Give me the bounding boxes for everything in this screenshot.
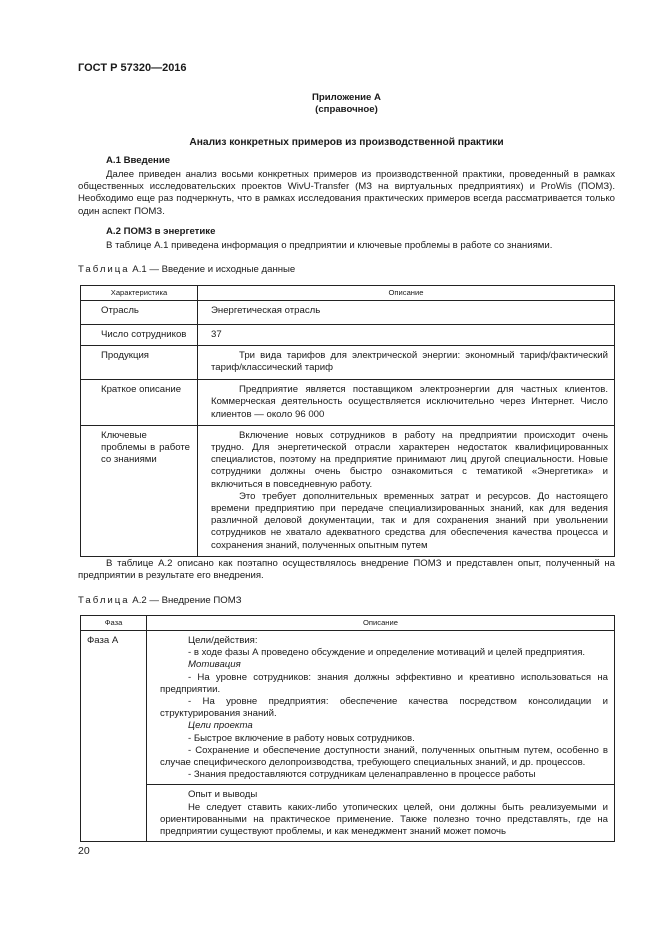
cell-line: Мотивация: [188, 659, 241, 671]
table1-caption-prefix: Таблица: [78, 264, 130, 275]
cell-line: - Знания предоставляются сотрудникам целенаправленно в процессе работы: [188, 769, 536, 781]
main-title: Анализ конкретных примеров из производственной практики: [189, 137, 504, 148]
cell-line: - в ходе фазы А проведено обсуждение и определение мотиваций и целей предприятия.: [188, 647, 586, 659]
section-a2-text: В таблице А.1 приведена информация о предприятии и ключевые проблемы в работе со знаниями.: [106, 240, 553, 251]
table-cell: [147, 785, 615, 842]
table-row: [81, 346, 615, 380]
table-1: [80, 285, 615, 557]
table-cell: Ключевые проблемы в работе со знаниями: [81, 425, 198, 556]
cell-line: Цели проекта: [188, 720, 253, 732]
table-cell: Отрасль: [81, 301, 198, 325]
appendix-subtitle: (справочное): [315, 104, 378, 115]
cell-line: - На уровне сотрудников: знания должны эффективно и креативно использоваться на предприятии.: [160, 671, 608, 695]
section-a1-text: Далее приведен анализ восьми конкретных примеров из производственной практики, проведенный в рамках общественных исследовательских проектов WivU-Transfer (МЗ на виртуальных предприятиях) и ProWis (ПОМЗ). Необходимо еще раз подчеркнуть, что в рамках исследования практических примеров всегда рассматривается только один аспект ПОМЗ.: [78, 169, 615, 217]
table-cell: Три вида тарифов для электрической энергии: экономный тариф/фактический тариф/классический тариф: [198, 346, 615, 380]
table-header-cell: Фаза: [81, 616, 147, 631]
table-2: [80, 615, 615, 842]
standard-number: ГОСТ Р 57320—2016: [78, 62, 187, 74]
table-row: [81, 325, 615, 346]
cell-line: - Быстрое включение в работу новых сотрудников.: [188, 732, 415, 744]
table2-caption-prefix: Таблица: [78, 595, 130, 606]
cell-line: Цели/действия:: [188, 635, 258, 646]
table-cell-paragraph: Включение новых сотрудников в работу на предприятии происходит очень трудно. Для энергетической отрасли характерен недостаток квалифицированных специалистов, поэтому на предприятие принимают лиц другой специальности. Новые сотрудники должны очень быстро ознакомиться с тематикой «Энергетика» и включиться в повседневную работу.: [211, 429, 608, 490]
table-header-cell: Характеристика: [81, 286, 198, 301]
table-header-row: [81, 616, 615, 631]
table1-caption: [78, 264, 295, 276]
table-cell: Энергетическая отрасль: [198, 301, 615, 325]
table-header-cell: Описание: [198, 286, 615, 301]
appendix-title: Приложение А: [312, 92, 381, 103]
table-row: [81, 631, 615, 785]
table-row: [81, 425, 615, 556]
cell-line: - Сохранение и обеспечение доступности знаний, полученных опытным путем, особенно в случае специфического делопроизводства, требующего специальных знаний, и др. процессов.: [160, 744, 608, 769]
table-header-row: [81, 286, 615, 301]
table-row: [81, 785, 615, 842]
table-cell: Число сотрудников: [81, 325, 198, 346]
section-a2-heading: А.2 ПОМЗ в энергетике: [106, 226, 216, 237]
table2-caption-rest: А.2 — Внедрение ПОМЗ: [129, 595, 242, 606]
table-cell: [147, 631, 615, 785]
table-cell: Продукция: [81, 346, 198, 380]
cell-line: Не следует ставить каких-либо утопических целей, они должны быть реализуемыми и ориентированными на практическое применение. Также полезно точно представлять, где на предприятии существуют проблемы, и как менеджмент знаний может помочь: [160, 801, 608, 838]
table1-caption-rest: А.1 — Введение и исходные данные: [129, 264, 296, 275]
section-a1-heading: А.1 Введение: [106, 155, 171, 166]
table-header-cell: Описание: [147, 616, 615, 631]
table-row: [81, 301, 615, 325]
table2-caption: [78, 595, 242, 607]
table-cell-phase: Фаза А: [81, 631, 147, 842]
table-cell: [198, 425, 615, 556]
page-number: 20: [78, 845, 90, 857]
between-text: В таблице А.2 описано как поэтапно осуществлялось внедрение ПОМЗ и представлен опыт, полученный на предприятии в результате его внедрения.: [78, 558, 615, 582]
cell-line: Опыт и выводы: [188, 789, 258, 801]
cell-line: - На уровне предприятия: обеспечение качества посредством консолидации и структурирования знаний.: [160, 696, 608, 720]
table-cell-paragraph: Это требует дополнительных временных затрат и ресурсов. До настоящего времени предприятию при передаче специализированных знаний, как для ведения различной деловой документации, так и для сохранения знаний при увольнении сотрудников не хватало адекватного средства для обеспечения качества процесса и сохранения знаний, полученных опытным путем: [211, 490, 608, 551]
table-cell: 37: [198, 325, 615, 346]
table-cell: Предприятие является поставщиком электроэнергии для частных клиентов. Коммерческая деятельность осуществляется исключительно через Интернет. Число клиентов — около 96 000: [198, 380, 615, 426]
table-cell: Краткое описание: [81, 380, 198, 426]
table-row: [81, 380, 615, 426]
